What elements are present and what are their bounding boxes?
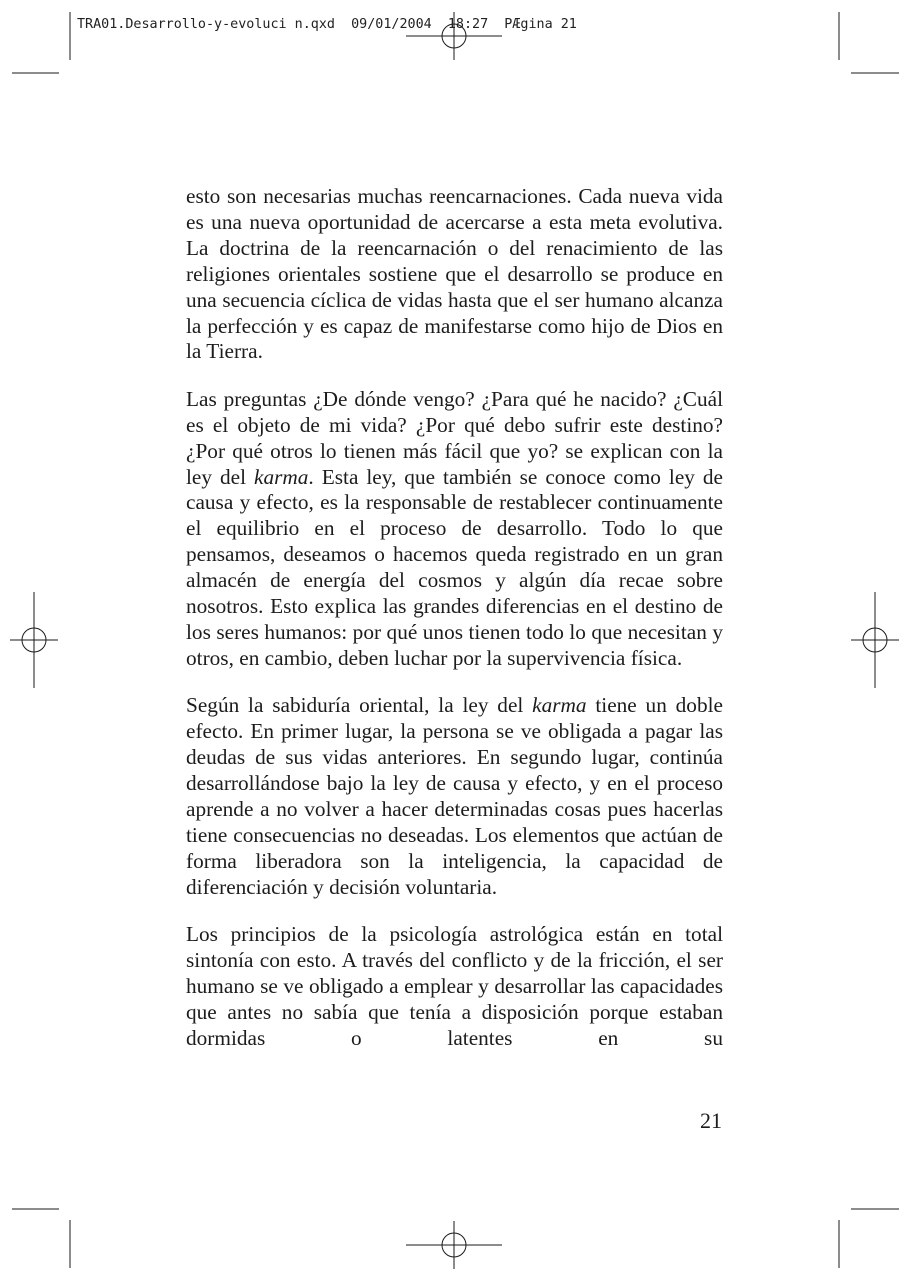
emphasis-term: karma [532, 693, 587, 718]
paragraph [186, 387, 723, 672]
body-text [186, 184, 723, 1073]
paragraph-text: . Esta ley, que también se conoce como ley de causa y efecto, es la responsable de restablecer continuamente el equilibrio en el proceso de desarrollo. Todo lo que pensamos, deseamos o hacemos queda registrado en un gran almacén de energía del cosmos y algún día recae sobre nosotros. Esto explica las grandes diferencias en el destino de los seres humanos: por qué unos tienen todo lo que necesitan y otros, en cambio, deben luchar por la supervivencia física. [186, 464, 723, 670]
paragraph-text: tiene un doble efecto. En primer lugar, la persona se ve obligada a pagar las deudas de sus vidas anteriores. En segundo lugar, continúa desarrollándose bajo la ley de causa y efecto, y en el proceso aprende a no volver a hacer determinadas cosas pues hacerlas tiene consecuencias no deseadas. Los elementos que actúan de forma liberadora son la inteligencia, la capacidad de diferenciación y decisión voluntaria. [186, 693, 723, 899]
paragraph [186, 184, 723, 365]
print-slug-line: TRA01.Desarrollo-y-evoluci n.qxd 09/01/2004 18:27 PÆgina 21 [77, 17, 577, 32]
paragraph [186, 922, 723, 1052]
paragraph-text: esto son necesarias muchas reencarnaciones. Cada nueva vida es una nueva oportunidad de acercarse a esta meta evolutiva. La doctrina de la reencarnación o del renacimiento de las religiones orientales sostiene que el desarrollo se produce en una secuencia cíclica de vidas hasta que el ser humano alcanza la perfección y es capaz de manifestarse como hijo de Dios en la Tierra. [186, 184, 723, 364]
page-number: 21 [700, 1108, 722, 1133]
emphasis-term: karma [254, 464, 309, 489]
paragraph-text: Los principios de la psicología astrológica están en total sintonía con esto. A través del conflicto y de la fricción, el ser humano se ve obligado a emplear y desarrollar las capacidades que antes no sabía que tenía a disposición porque estaban dormidas o latentes en su [186, 922, 723, 1050]
registration-mark-bottom [406, 1221, 502, 1269]
paragraph-text: Las preguntas ¿De dónde vengo? ¿Para qué he nacido? ¿Cuál es el objeto de mi vida? ¿Por qué debo sufrir este destino? ¿Por qué otros lo tienen más fácil que yo? se explican con la ley del [186, 386, 723, 489]
registration-mark-right [851, 592, 899, 688]
paragraph-text: Según la sabiduría oriental, la ley del [186, 693, 533, 718]
paragraph [186, 693, 723, 900]
registration-mark-left [10, 592, 58, 688]
